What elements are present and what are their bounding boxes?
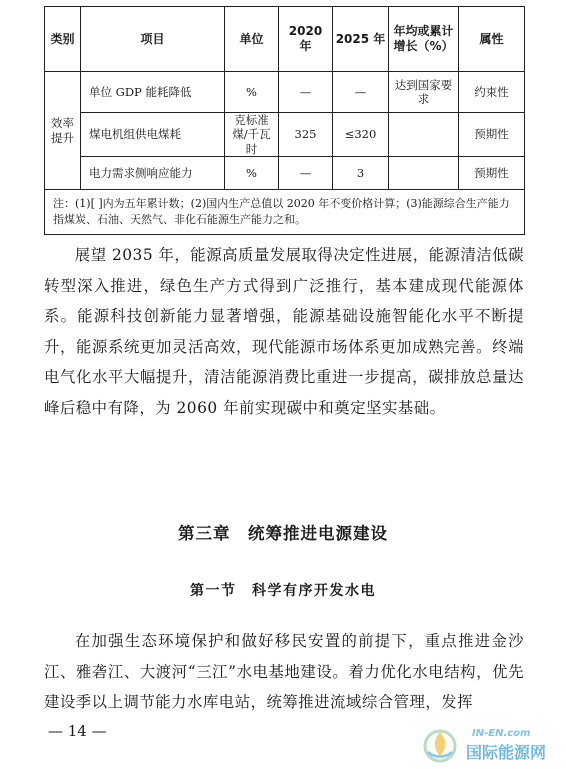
table-row xyxy=(45,72,525,113)
unit-cell: % xyxy=(225,157,279,190)
header-attribute: 属性 xyxy=(459,7,525,72)
growth-cell: 达到国家要求 xyxy=(389,72,459,113)
section-title: 第一节 科学有序开发水电 xyxy=(190,583,376,599)
table-note: 注：(1)[ ]内为五年累计数；(2)国内生产总值以 2020 年不变价格计算；(3)能源综合生产能力指煤炭、石油、天然气、非化石能源生产能力之和。 xyxy=(45,190,525,235)
attribute-cell: 约束性 xyxy=(459,72,525,113)
value-2020-cell: 325 xyxy=(279,113,333,157)
value-2025-cell: 3 xyxy=(333,157,389,190)
item-cell: 煤电机组供电煤耗 xyxy=(81,113,225,157)
table-row xyxy=(45,157,525,190)
header-growth: 年均或累计增长（%） xyxy=(389,7,459,72)
table-row xyxy=(45,113,525,157)
table-header-row xyxy=(45,7,525,72)
unit-cell: % xyxy=(225,72,279,113)
paragraph-hydropower: 在加强生态环境保护和做好移民安置的前提下，重点推进金沙江、雅砻江、大渡河“三江”水电基地建设。着力优化水电结构，优先建设季以上调节能力水库电站，统筹推进流域综合管理，发挥 xyxy=(44,632,524,711)
value-2025-cell: ≤320 xyxy=(333,113,389,157)
chapter-title: 第三章 统筹推进电源建设 xyxy=(178,524,388,543)
growth-cell xyxy=(389,113,459,157)
indicator-table xyxy=(44,6,525,235)
table-note-row xyxy=(45,190,525,235)
watermark-domain: IN-EN.com xyxy=(472,728,531,739)
page-number: — 14 — xyxy=(48,722,107,740)
indicator-table-container xyxy=(44,6,524,235)
item-cell: 电力需求侧响应能力 xyxy=(81,157,225,190)
header-item: 项目 xyxy=(81,7,225,72)
category-cell: 效率提升 xyxy=(45,72,81,190)
unit-cell: 克标准煤/千瓦时 xyxy=(225,113,279,157)
attribute-cell: 预期性 xyxy=(459,157,525,190)
attribute-cell: 预期性 xyxy=(459,113,525,157)
header-category: 类别 xyxy=(45,7,81,72)
paragraph-outlook-2035: 展望 2035 年，能源高质量发展取得决定性进展，能源清洁低碳转型深入推进，绿色生产方式得到广泛推行，基本建成现代能源体系。能源科技创新能力显著增强，能源基础设施智能化水平不断提升，能源系统更加灵活高效，现代能源市场体系更加成熟完善。终端电气化水平大幅提升，清洁能源消费比重进一步提高，碳排放总量达峰后稳中有降，为 2060 年前实现碳中和奠定坚实基础。 xyxy=(44,246,525,417)
header-unit: 单位 xyxy=(225,7,279,72)
watermark-brand: 国际能源网 xyxy=(466,743,547,762)
value-2020-cell: — xyxy=(279,157,333,190)
value-2025-cell: — xyxy=(333,72,389,113)
item-cell: 单位 GDP 能耗降低 xyxy=(81,72,225,113)
header-2020: 2020 年 xyxy=(279,7,333,72)
header-2025: 2025 年 xyxy=(333,7,389,72)
growth-cell xyxy=(389,157,459,190)
watermark xyxy=(418,726,564,766)
value-2020-cell: — xyxy=(279,72,333,113)
energy-drop-logo-icon xyxy=(418,726,464,766)
